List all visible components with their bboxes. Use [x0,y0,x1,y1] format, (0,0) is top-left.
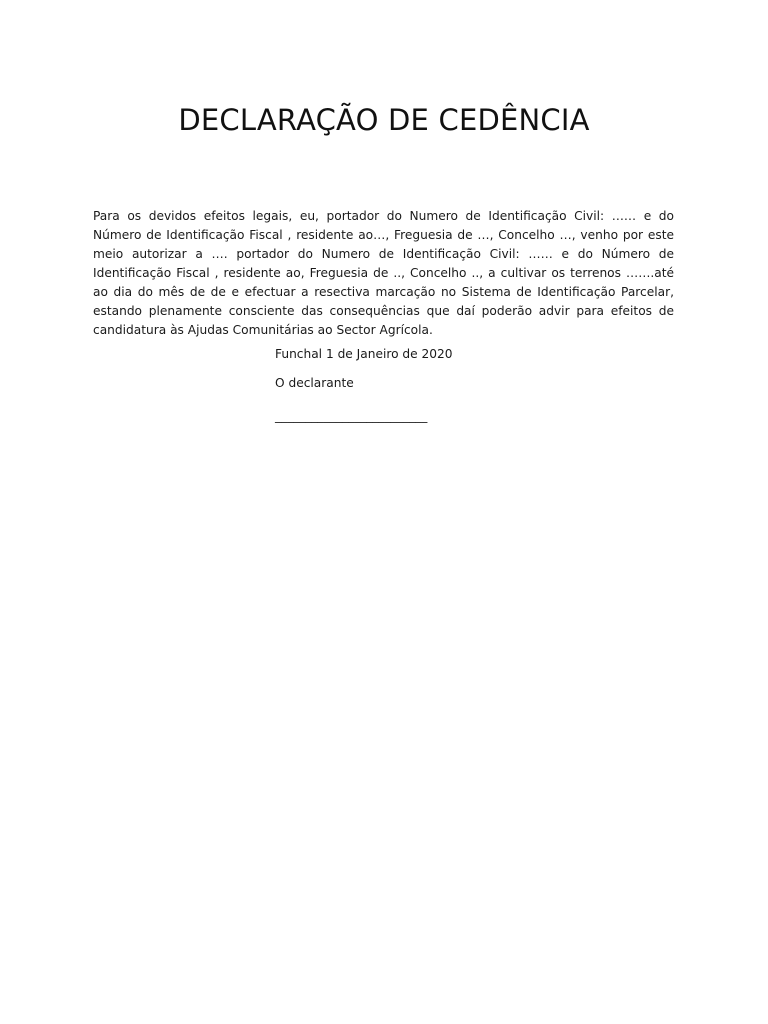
date-line: Funchal 1 de Janeiro de 2020 [275,347,453,361]
signature-line: _________________________ [275,409,428,423]
document-title: DECLARAÇÃO DE CEDÊNCIA [178,103,590,138]
declaration-body: Para os devidos efeitos legais, eu, portador do Numero de Identificação Civil: …… e do Número de Identificação Fiscal , residente ao…, Freguesia de …, Concelho …, venho por este meio autorizar a …. portador do Numero de Identificação Civil: …… e do Número de Identificação Fiscal , residente ao, Freguesia de .., Concelho .., a cultivar os terrenos …….até ao dia do mês de de e efectuar a resectiva marcação no Sistema de Identificação Parcelar, estando plenamente consciente das consequências que daí poderão advir para efeitos de candidatura às Ajudas Comunitárias ao Sector Agrícola. [93,209,674,337]
declarant-label: O declarante [275,376,354,390]
